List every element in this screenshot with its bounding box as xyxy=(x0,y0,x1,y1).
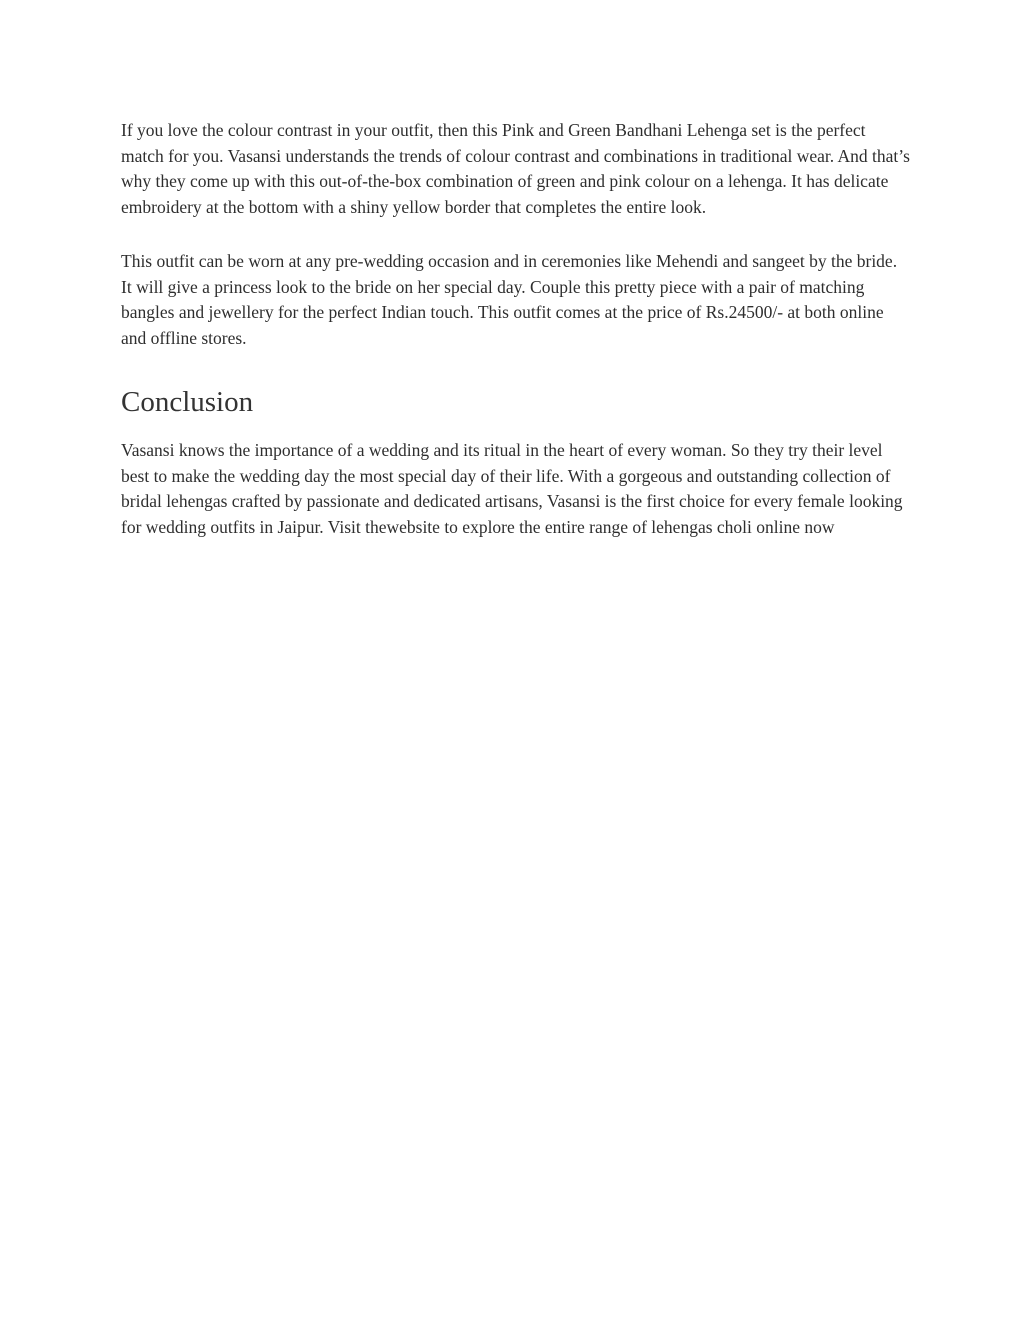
document-page xyxy=(121,118,911,540)
paragraph-lehenga-description: If you love the colour contrast in your outfit, then this Pink and Green Bandhani Lehenga set is the perfect match for you. Vasansi understands the trends of colour contrast and combinations in traditional wear. And that’s why they come up with this out-of-the-box combination of green and pink colour on a lehenga. It has delicate embroidery at the bottom with a shiny yellow border that completes the entire look. xyxy=(121,120,910,217)
paragraph-occasion-price: This outfit can be worn at any pre-wedding occasion and in ceremonies like Mehendi and sangeet by the bride. It will give a princess look to the bride on her special day. Couple this pretty piece with a pair of matching bangles and jewellery for the perfect Indian touch. This outfit comes at the price of Rs.24500/- at both online and offline stores. xyxy=(121,251,898,348)
section-heading-conclusion: Conclusion xyxy=(121,386,254,418)
paragraph-conclusion: Vasansi knows the importance of a wedding and its ritual in the heart of every woman. So they try their level best to make the wedding day the most special day of their life. With a gorgeous and outstanding collection of bridal lehengas crafted by passionate and dedicated artisans, Vasansi is the first choice for every female looking for wedding outfits in Jaipur. Visit thewebsite to explore the entire range of lehengas choli online now xyxy=(121,440,903,537)
